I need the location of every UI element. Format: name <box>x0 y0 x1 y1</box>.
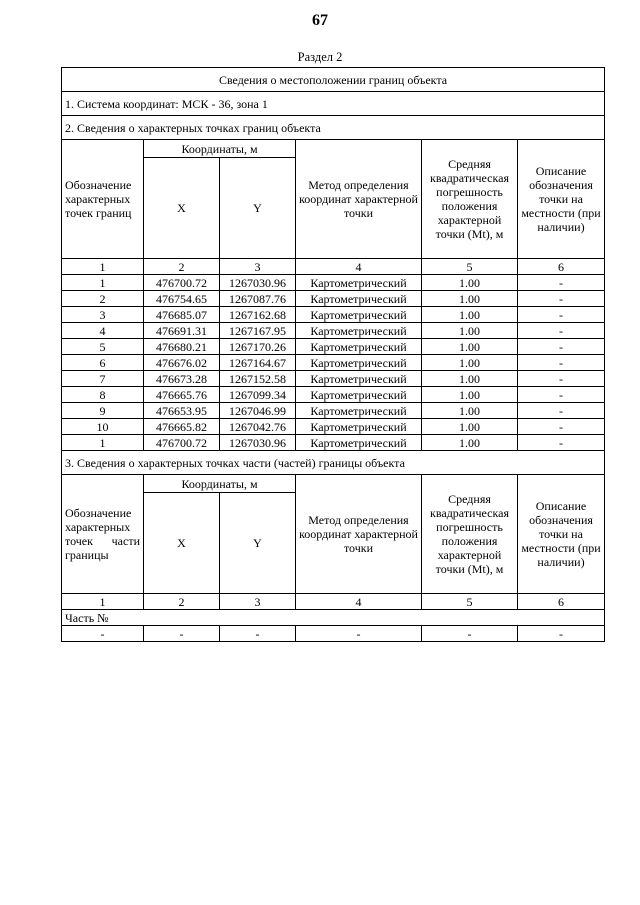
cell-point: 9 <box>62 403 144 419</box>
table-row <box>62 435 605 451</box>
table-cell: - <box>144 626 220 642</box>
cell-method: Картометрический <box>296 403 422 419</box>
block1-header-point: Обозначение характерных точек границ <box>62 140 144 259</box>
cell-point: 7 <box>62 371 144 387</box>
col-number: 1 <box>62 259 144 275</box>
cell-description: - <box>518 371 605 387</box>
block2-header-point: Обозначение характерных точек части границы <box>62 475 144 594</box>
cell-description: - <box>518 419 605 435</box>
cell-accuracy: 1.00 <box>422 435 518 451</box>
block1-header-description: Описание обозначения точки на местности (при наличии) <box>518 140 605 259</box>
block2-title: 3. Сведения о характерных точках части (частей) границы объекта <box>62 451 605 475</box>
table-row <box>62 355 605 371</box>
block1-header-method: Метод определения координат характерной точки <box>296 140 422 259</box>
cell-y: 1267099.34 <box>220 387 296 403</box>
cell-description: - <box>518 339 605 355</box>
cell-description: - <box>518 387 605 403</box>
block1-header-coords: Координаты, м <box>144 140 296 158</box>
block2-header-y: Y <box>220 493 296 594</box>
table-cell: - <box>422 626 518 642</box>
table-row <box>62 323 605 339</box>
cell-accuracy: 1.00 <box>422 419 518 435</box>
block2-header-x: X <box>144 493 220 594</box>
block2-header-accuracy: Средняя квадратическая погрешность положения характерной точки (Mt), м <box>422 475 518 594</box>
block1-column-numbers <box>62 259 605 275</box>
table-title: Сведения о местоположении границ объекта <box>62 68 605 92</box>
cell-method: Картометрический <box>296 371 422 387</box>
block1-header-x: X <box>144 158 220 259</box>
cell-x: 476754.65 <box>144 291 220 307</box>
cell-x: 476680.21 <box>144 339 220 355</box>
cell-description: - <box>518 403 605 419</box>
boundary-table <box>61 67 605 642</box>
coordinate-system: 1. Система координат: МСК - 36, зона 1 <box>62 92 605 116</box>
cell-description: - <box>518 355 605 371</box>
cell-x: 476700.72 <box>144 275 220 291</box>
cell-accuracy: 1.00 <box>422 371 518 387</box>
cell-accuracy: 1.00 <box>422 307 518 323</box>
cell-description: - <box>518 307 605 323</box>
table-cell: - <box>220 626 296 642</box>
cell-y: 1267162.68 <box>220 307 296 323</box>
cell-point: 8 <box>62 387 144 403</box>
cell-method: Картометрический <box>296 307 422 323</box>
block2-empty-row <box>62 626 605 642</box>
cell-y: 1267046.99 <box>220 403 296 419</box>
table-row <box>62 291 605 307</box>
cell-x: 476673.28 <box>144 371 220 387</box>
cell-method: Картометрический <box>296 387 422 403</box>
cell-x: 476676.02 <box>144 355 220 371</box>
table-row <box>62 387 605 403</box>
cell-point: 6 <box>62 355 144 371</box>
cell-method: Картометрический <box>296 323 422 339</box>
col-number: 5 <box>422 594 518 610</box>
cell-point: 2 <box>62 291 144 307</box>
table-cell: - <box>296 626 422 642</box>
cell-x: 476665.82 <box>144 419 220 435</box>
cell-accuracy: 1.00 <box>422 275 518 291</box>
cell-y: 1267164.67 <box>220 355 296 371</box>
cell-method: Картометрический <box>296 339 422 355</box>
table-row <box>62 419 605 435</box>
cell-method: Картометрический <box>296 275 422 291</box>
part-label: Часть № <box>62 610 605 626</box>
cell-description: - <box>518 275 605 291</box>
cell-accuracy: 1.00 <box>422 291 518 307</box>
cell-x: 476700.72 <box>144 435 220 451</box>
cell-accuracy: 1.00 <box>422 355 518 371</box>
block2-header-coords: Координаты, м <box>144 475 296 493</box>
cell-method: Картометрический <box>296 419 422 435</box>
cell-y: 1267167.95 <box>220 323 296 339</box>
cell-description: - <box>518 435 605 451</box>
table-row <box>62 371 605 387</box>
cell-accuracy: 1.00 <box>422 403 518 419</box>
cell-y: 1267030.96 <box>220 275 296 291</box>
cell-method: Картометрический <box>296 435 422 451</box>
cell-description: - <box>518 323 605 339</box>
cell-y: 1267152.58 <box>220 371 296 387</box>
col-number: 2 <box>144 259 220 275</box>
cell-x: 476665.76 <box>144 387 220 403</box>
col-number: 4 <box>296 594 422 610</box>
col-number: 4 <box>296 259 422 275</box>
cell-accuracy: 1.00 <box>422 339 518 355</box>
cell-x: 476685.07 <box>144 307 220 323</box>
cell-description: - <box>518 291 605 307</box>
table-row <box>62 403 605 419</box>
col-number: 1 <box>62 594 144 610</box>
cell-point: 1 <box>62 275 144 291</box>
table-cell: - <box>518 626 605 642</box>
cell-accuracy: 1.00 <box>422 323 518 339</box>
cell-y: 1267042.76 <box>220 419 296 435</box>
page-number: 67 <box>312 12 328 29</box>
block1-title: 2. Сведения о характерных точках границ объекта <box>62 116 605 140</box>
block2-header-method: Метод определения координат характерной точки <box>296 475 422 594</box>
block1-header-accuracy: Средняя квадратическая погрешность положения характерной точки (Mt), м <box>422 140 518 259</box>
cell-accuracy: 1.00 <box>422 387 518 403</box>
cell-y: 1267087.76 <box>220 291 296 307</box>
cell-method: Картометрический <box>296 355 422 371</box>
cell-point: 4 <box>62 323 144 339</box>
cell-point: 3 <box>62 307 144 323</box>
cell-method: Картометрический <box>296 291 422 307</box>
cell-y: 1267030.96 <box>220 435 296 451</box>
col-number: 3 <box>220 594 296 610</box>
col-number: 3 <box>220 259 296 275</box>
cell-x: 476691.31 <box>144 323 220 339</box>
block2-header-description: Описание обозначения точки на местности (при наличии) <box>518 475 605 594</box>
table-cell: - <box>62 626 144 642</box>
col-number: 6 <box>518 594 605 610</box>
col-number: 5 <box>422 259 518 275</box>
table-row <box>62 307 605 323</box>
cell-point: 5 <box>62 339 144 355</box>
cell-y: 1267170.26 <box>220 339 296 355</box>
table-row <box>62 275 605 291</box>
col-number: 2 <box>144 594 220 610</box>
cell-point: 10 <box>62 419 144 435</box>
cell-x: 476653.95 <box>144 403 220 419</box>
table-row <box>62 339 605 355</box>
cell-point: 1 <box>62 435 144 451</box>
section-title: Раздел 2 <box>297 50 343 64</box>
block2-column-numbers <box>62 594 605 610</box>
block1-header-y: Y <box>220 158 296 259</box>
col-number: 6 <box>518 259 605 275</box>
